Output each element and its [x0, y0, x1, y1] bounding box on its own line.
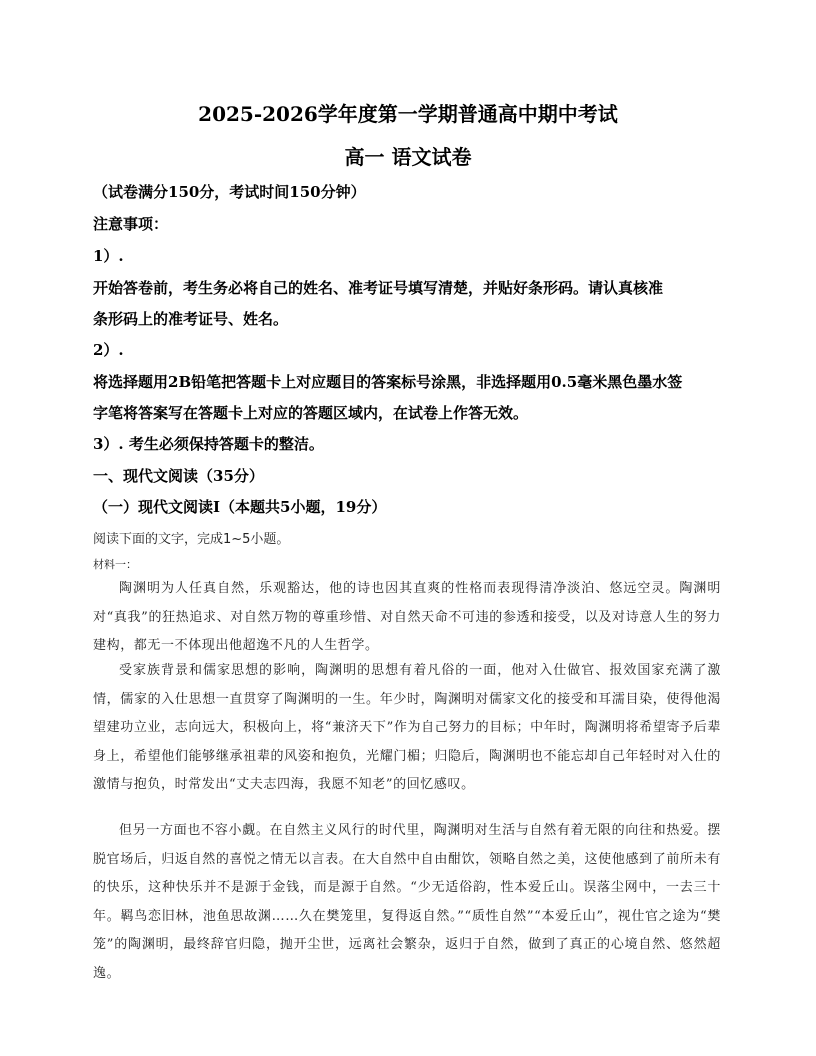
- notice-item2-number: 2）.: [93, 341, 124, 359]
- material-label: 材料一：: [93, 558, 137, 571]
- notice-item1-line1: 开始答卷前，考生务必将自己的姓名、准考证号填写清楚，并贴好条形码。请认真核准: [93, 279, 664, 297]
- exam-info: （试卷满分150分，考试时间150分钟）: [93, 183, 366, 201]
- reading-instruction: 阅读下面的文字，完成1~5小题。: [93, 532, 290, 547]
- notice-item2-line1: 将选择题用2B铅笔把答题卡上对应题目的答案标号涂黑，非选择题用0.5毫米黑色墨水签: [93, 373, 683, 391]
- exam-title: 2025-2026学年度第一学期普通高中期中考试: [198, 102, 618, 126]
- material-paragraph: 受家族背景和儒家思想的影响，陶渊明的思想有着凡俗的一面，他对入仕做官、报效国家充满了激情，儒家的入仕思想一直贯穿了陶渊明的一生。年少时，陶渊明对儒家文化的接受和耳濡目染，使得他渴望建功立业，志向远大，积极向上，将“兼济天下”作为自己努力的目标；中年时，陶渊明将希望寄予后辈身上，希望他们能够继承祖辈的风姿和抱负，光耀门楣；归隐后，陶渊明也不能忘却自己年轻时对入仕的激情与抱负，时常发出“丈夫志四海，我愿不知老”的回忆感叹。: [93, 663, 721, 793]
- notice-heading: 注意事项：: [93, 215, 169, 233]
- notice-item2-line2: 字笔将答案写在答题卡上对应的答题区域内，在试卷上作答无效。: [93, 404, 529, 422]
- material-paragraph: 陶渊明为人任真自然，乐观豁达，他的诗也因其直爽的性格而表现得清净淡泊、悠远空灵。陶渊明对“真我”的狂热追求、对自然万物的尊重珍惜、对自然天命不可违的参透和接受，以及对诗意人生的努力建构，都无一不体现出他超逸不凡的人生哲学。: [93, 581, 721, 654]
- section-heading: 一、现代文阅读（35分）: [93, 467, 264, 485]
- exam-subtitle: 高一 语文试卷: [344, 145, 472, 169]
- notice-item1-number: 1）.: [93, 247, 124, 265]
- material-paragraph: 但另一方面也不容小觑。在自然主义风行的时代里，陶渊明对生活与自然有着无限的向往和热爱。摆脱官场后，归返自然的喜悦之情无以言表。在大自然中自由酣饮，领略自然之美，这使他感到了前所未有的快乐，这种快乐并不是源于金钱，而是源于自然。“少无适俗韵，性本爱丘山。误落尘网中，一去三十年。羁鸟恋旧林，池鱼思故渊……久在樊笼里，复得返自然。”“质性自然”“本爱丘山”，视仕官之途为“樊笼”的陶渊明，最终辞官归隐，抛开尘世，远离社会繁杂，返归于自然，做到了真正的心境自然、悠然超逸。: [93, 823, 721, 981]
- notice-item1-line2: 条形码上的准考证号、姓名。: [93, 310, 289, 328]
- notice-item3: 3）. 考生必须保持答题卡的整洁。: [93, 435, 324, 453]
- subsection-heading: （一）现代文阅读Ⅰ（本题共5小题，19分）: [93, 498, 387, 516]
